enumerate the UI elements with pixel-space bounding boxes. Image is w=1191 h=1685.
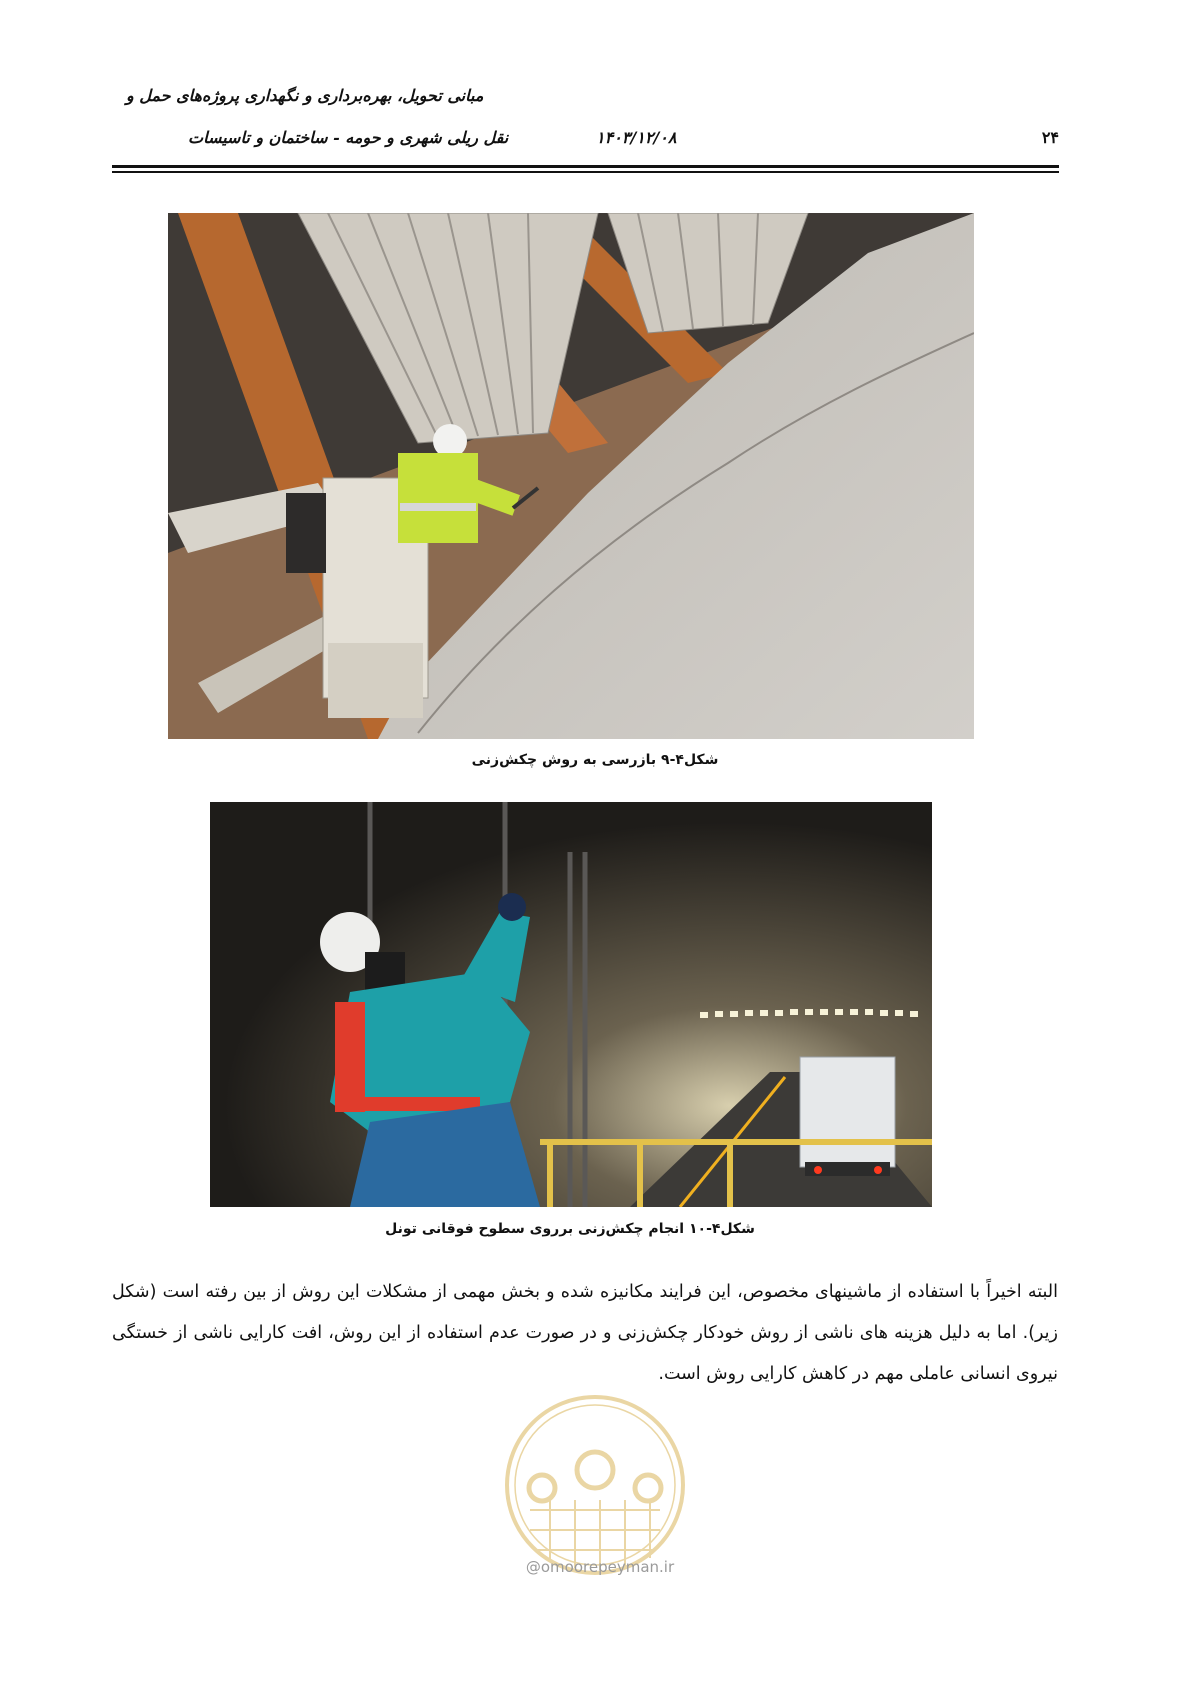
figure-photo-tunnel-ceiling bbox=[210, 802, 932, 1207]
header-date: ۱۴۰۳/۱۲/۰۸ bbox=[596, 128, 677, 147]
header-rule-thick bbox=[112, 165, 1059, 168]
page-header bbox=[112, 78, 1059, 178]
figure-photo-hammer-inspection bbox=[168, 213, 974, 739]
body-paragraph: البته اخیراً با استفاده از ماشینهای مخصوص، این فرایند مکانیزه شده و بخش مهمی از مشکلات این روش از بین رفته است (شکل زیر). اما به دلیل هزینه های ناشی از روش خودکار چکش‌زنی و در صورت عدم استفاده از این روش، افت کارایی ناشی از خستگی نیروی انسانی عاملی مهم در کاهش کارایی روش است. bbox=[112, 1282, 1058, 1384]
header-title-line1: مبانی تحویل، بهره‌برداری و نگهداری پروژه‌های حمل و bbox=[126, 86, 484, 105]
header-title-line2: نقل ریلی شهری و حومه - ساختمان و تاسیسات bbox=[188, 128, 509, 147]
watermark-url: @omoorepeyman.ir bbox=[525, 1558, 675, 1576]
header-rule-thin bbox=[112, 171, 1059, 173]
figure-caption-1: شکل۴-۹ بازرسی به روش چکش‌زنی bbox=[471, 752, 719, 768]
figure-caption-2: شکل۴-۱۰ انجام چکش‌زنی برروی سطوح فوقانی تونل bbox=[385, 1221, 755, 1237]
page-number: ۲۴ bbox=[1041, 128, 1059, 147]
